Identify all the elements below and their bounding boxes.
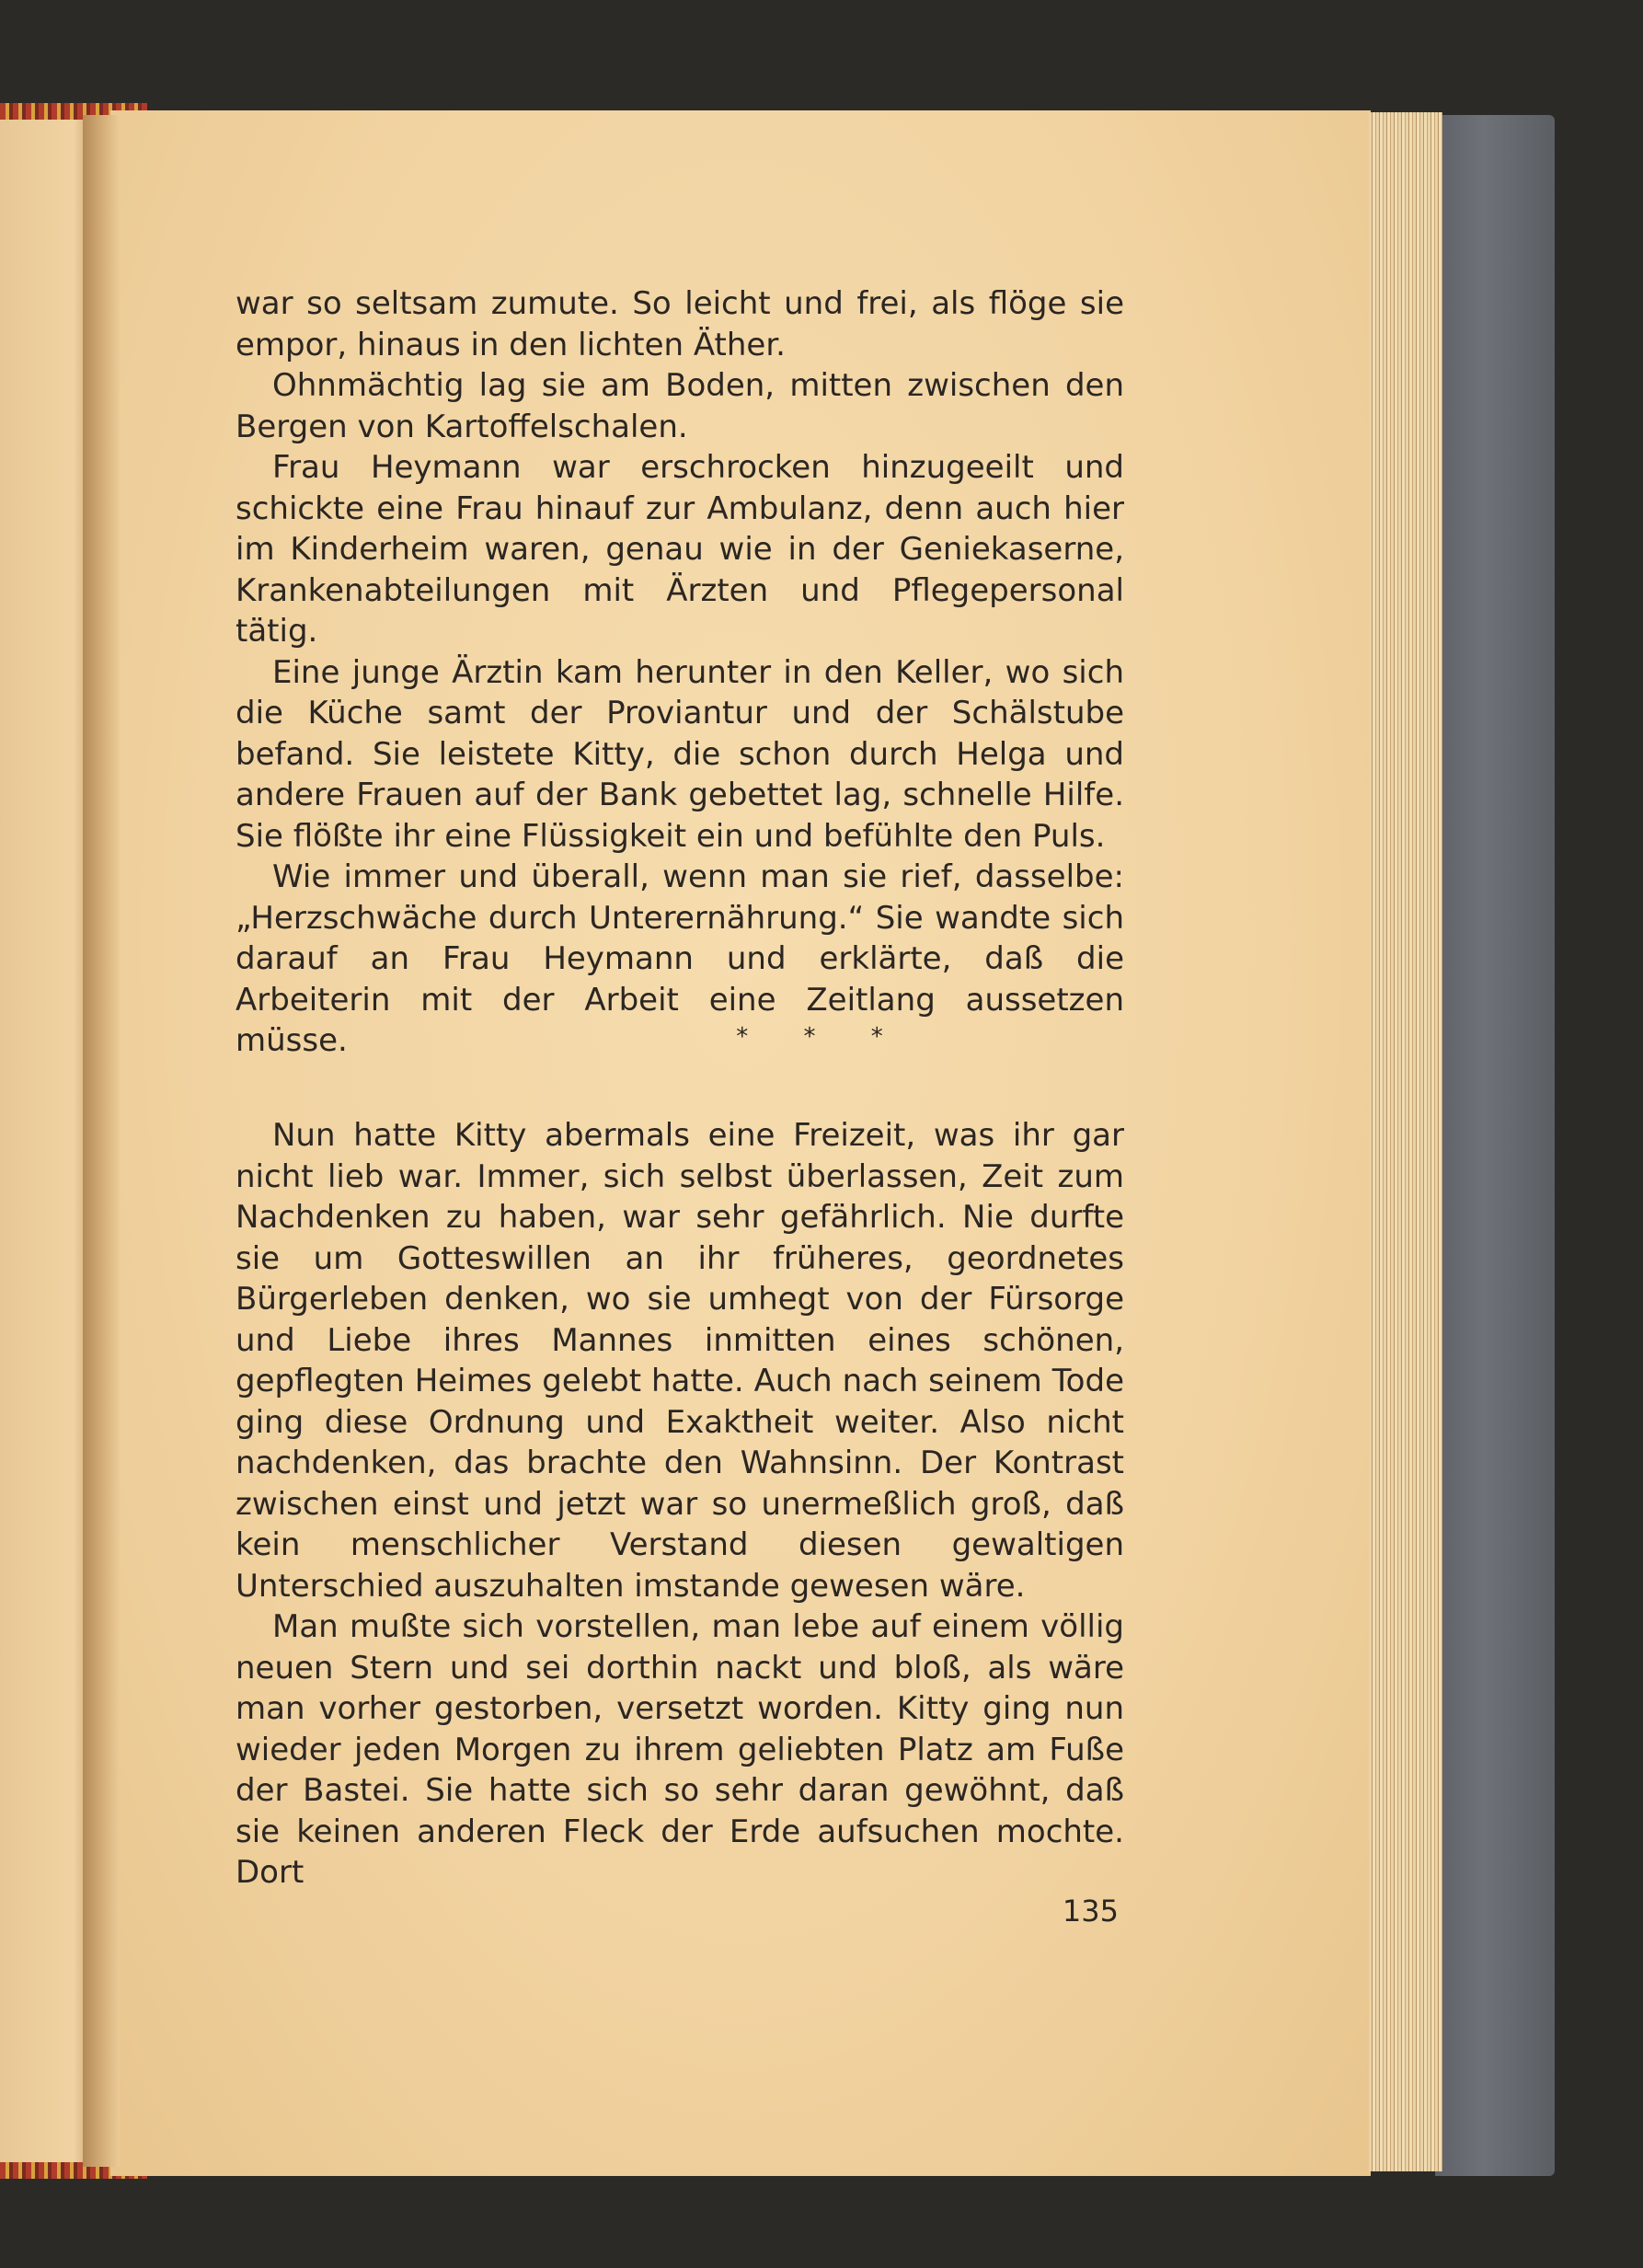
book-cover-board bbox=[1435, 115, 1555, 2176]
paragraph: Frau Heymann war erschrocken hinzugeeilt und schickte eine Frau hinauf zur Ambulanz, denn auch hier im Kinderheim waren, genau wie in der Geniekaserne, Krankenabteilungen mit Ärzten und Pflegepersonal tätig. bbox=[236, 449, 1124, 650]
paragraph: Ohnmächtig lag sie am Boden, mitten zwischen den Bergen von Kartoffelschalen. bbox=[236, 367, 1124, 445]
paragraph: Eine junge Ärztin kam herunter in den Keller, wo sich die Küche samt der Proviantur und der Schälstube befand. Sie leistete Kitty, die schon durch Helga und andere Frauen auf der Bank gebettet lag, schnelle Hilfe. Sie flößte ihr eine Flüssigkeit ein und befühlte den Puls. bbox=[236, 653, 1124, 855]
paragraph: war so seltsam zumute. So leicht und frei, als flöge sie empor, hinaus in den lichten Äther. bbox=[236, 285, 1124, 363]
page-number: 135 bbox=[1062, 1894, 1119, 1928]
paragraph: Wie immer und überall, wenn man sie rief, dasselbe: „Herzschwäche durch Unterernährung.“ Sie wandte sich darauf an Frau Heymann und erklärte, daß die Arbeiterin mit der Arbeit eine Zeitlang aussetzen müsse. bbox=[236, 858, 1124, 1059]
book-gutter bbox=[83, 115, 120, 2167]
body-text-section-1 bbox=[236, 283, 1124, 1062]
section-separator: * * * bbox=[736, 1023, 907, 1051]
body-text-section-2 bbox=[236, 1115, 1124, 1894]
page-edges bbox=[1369, 112, 1442, 2171]
paragraph: Nun hatte Kitty abermals eine Freizeit, was ihr gar nicht lieb war. Immer, sich selbst überlassen, Zeit zum Nachdenken zu haben, war sehr gefährlich. Nie durfte sie um Gotteswillen an ihr früheres, geordnetes Bürgerleben denken, wo sie umhegt von der Fürsorge und Liebe ihres Mannes inmitten eines schönen, gepflegten Heimes gelebt hatte. Auch nach seinem Tode ging diese Ordnung und Exaktheit weiter. Also nicht nachdenken, das brachte den Wahnsinn. Der Kontrast zwischen einst und jetzt war so unermeßlich groß, daß kein menschlicher Verstand diesen gewaltigen Unterschied auszuhalten imstande gewesen wäre. bbox=[236, 1117, 1124, 1605]
left-page-edge bbox=[0, 115, 92, 2162]
paragraph: Man mußte sich vorstellen, man lebe auf einem völlig neuen Stern und sei dorthin nackt und bloß, als wäre man vorher gestorben, versetzt worden. Kitty ging nun wieder jeden Morgen zu ihrem geliebten Platz am Fuße der Bastei. Sie hatte sich so sehr daran gewöhnt, daß sie keinen anderen Fleck der Erde aufsuchen mochte. Dort bbox=[236, 1608, 1124, 1891]
